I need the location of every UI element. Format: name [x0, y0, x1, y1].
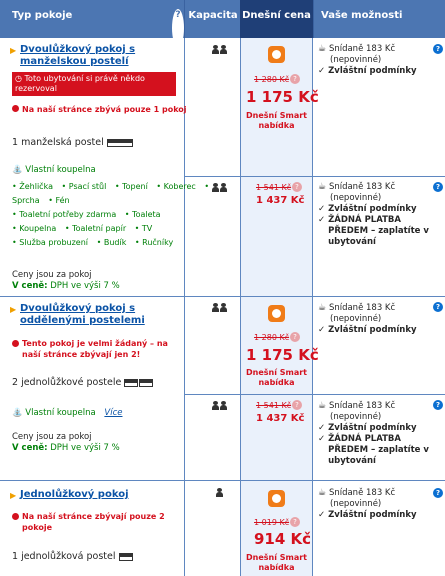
facility-item: • Budík	[96, 238, 127, 247]
bed-info	[12, 377, 153, 388]
booking-badge-text: Toto ubytování si právě někdo rezervoval	[15, 74, 145, 93]
coffee-cup-icon: ☕	[318, 401, 329, 411]
facility-item: • Toaletní papír	[64, 224, 127, 233]
room-name-link[interactable]: Jednolůžkový pokoj	[20, 489, 129, 500]
conditions-link[interactable]: Zvláštní podmínky	[328, 66, 417, 76]
optional-text: (nepovinné)	[330, 55, 382, 65]
vat-value: DPH ve výši 7 %	[50, 281, 120, 291]
smart-deal-icon	[268, 46, 285, 63]
person-icon	[220, 303, 227, 312]
facility-item: • Služba probuzení	[12, 238, 89, 247]
facility-item: • TV	[134, 224, 153, 233]
price-info-icon[interactable]: ?	[290, 74, 300, 84]
table-header	[0, 0, 445, 38]
expand-arrow-icon: ▶	[10, 305, 17, 314]
facility-item: • Koberec	[156, 182, 196, 191]
person-icon	[212, 45, 219, 54]
smart-deal-label: Dnešní Smart nabídka	[245, 368, 307, 387]
smart-deal-label: Dnešní Smart nabídka	[245, 111, 307, 130]
scarcity-text: Tento pokoj je velmi žádaný – na naší stránce zbývají jen 2!	[22, 339, 168, 359]
facility-item: • Ručníky	[134, 238, 174, 247]
scarcity-message	[12, 105, 187, 114]
bathroom-info	[12, 165, 96, 175]
old-price: 1 541 Kč	[256, 401, 292, 410]
price-info-icon[interactable]: ?	[292, 182, 302, 192]
checkmark-icon: ✓	[318, 434, 326, 444]
person-icon	[220, 183, 227, 192]
alert-dot-icon	[12, 513, 19, 520]
clock-icon: ◷	[15, 74, 25, 83]
bed-text: 1 manželská postel	[12, 137, 104, 148]
smart-deal-icon	[268, 490, 285, 507]
breakfast-text: Snídaně 183 Kč	[328, 303, 396, 313]
room-name-link[interactable]: Dvoulůžkový pokoj s manželskou postelí	[20, 44, 136, 67]
help-icon[interactable]: ?	[433, 182, 443, 192]
breakfast-text: Snídaně 183 Kč	[328, 401, 396, 411]
header-capacity: Kapacita	[184, 0, 241, 38]
coffee-cup-icon: ☕	[318, 44, 329, 54]
price-note-text: Ceny jsou za pokoj	[12, 432, 92, 442]
vat-label: V ceně:	[12, 443, 48, 453]
scarcity-message	[12, 338, 177, 360]
current-price: 1 175 Kč	[246, 346, 319, 364]
facility-item: • Fén	[48, 196, 70, 205]
offer-options	[318, 182, 430, 248]
bathroom-text: Vlastní koupelna	[25, 165, 96, 175]
offer-options	[318, 303, 426, 336]
facility-item: • Toaletní potřeby zdarma	[12, 210, 117, 219]
person-icon	[216, 488, 223, 497]
current-price: 914 Kč	[254, 530, 312, 548]
person-icon	[212, 401, 219, 410]
alert-dot-icon	[12, 105, 19, 112]
offer-options	[318, 401, 430, 467]
person-icon	[220, 45, 227, 54]
current-price: 1 175 Kč	[246, 88, 319, 106]
scarcity-text: Na naší stránce zbývá pouze 1 pokoj	[22, 105, 187, 114]
checkmark-icon: ✓	[318, 66, 326, 76]
double-bed-icon	[107, 139, 133, 147]
coffee-cup-icon: ☕	[318, 182, 329, 192]
price-info-icon[interactable]: ?	[292, 400, 302, 410]
offer-options	[318, 44, 426, 77]
bed-info	[12, 551, 133, 562]
optional-text: (nepovinné)	[330, 193, 382, 203]
single-bed-icon	[124, 379, 138, 387]
price-note-text: Ceny jsou za pokoj	[12, 270, 92, 280]
header-price: Dnešní cena	[240, 0, 313, 38]
vat-label: V ceně:	[12, 281, 48, 291]
bed-text: 2 jednolůžkové postele	[12, 377, 122, 388]
alert-dot-icon	[12, 340, 19, 347]
facility-item: • Koupelna	[12, 224, 57, 233]
header-options: Vaše možnosti	[313, 0, 445, 38]
coffee-cup-icon: ☕	[318, 488, 329, 498]
prepay-text: ŽÁDNÁ PLATBA PŘEDEM – zaplatíte v ubytování	[328, 215, 429, 247]
breakfast-text: Snídaně 183 Kč	[328, 182, 396, 192]
old-price: 1 019 Kč	[254, 518, 290, 527]
current-price: 1 437 Kč	[256, 413, 305, 424]
scarcity-message	[12, 511, 177, 533]
help-icon[interactable]: ?	[433, 488, 443, 498]
header-room-type: Typ pokoje	[12, 10, 73, 21]
price-info-icon[interactable]: ?	[290, 332, 300, 342]
help-icon[interactable]: ?	[172, 9, 184, 47]
checkmark-icon: ✓	[318, 325, 326, 335]
conditions-link[interactable]: Zvláštní podmínky	[328, 204, 417, 214]
shower-icon: ⛲	[12, 408, 26, 418]
smart-deal-icon	[268, 305, 285, 322]
conditions-link[interactable]: Zvláštní podmínky	[328, 325, 417, 335]
coffee-cup-icon: ☕	[318, 303, 329, 313]
price-note	[12, 432, 120, 454]
bed-info	[12, 137, 133, 148]
bed-text: 1 jednolůžková postel	[12, 551, 116, 562]
facility-item: • Topení	[114, 182, 148, 191]
single-bed-icon	[139, 379, 153, 387]
checkmark-icon: ✓	[318, 423, 326, 433]
person-icon	[220, 401, 227, 410]
facility-item: • Psací stůl	[61, 182, 107, 191]
breakfast-text: Snídaně 183 Kč	[328, 488, 396, 498]
expand-arrow-icon: ▶	[10, 491, 17, 500]
bathroom-text: Vlastní koupelna	[25, 408, 96, 418]
optional-text: (nepovinné)	[330, 412, 382, 422]
old-price: 1 280 Kč	[254, 75, 290, 84]
checkmark-icon: ✓	[318, 510, 326, 520]
price-note	[12, 270, 120, 292]
single-bed-icon	[119, 553, 133, 561]
facility-item: • Žehlička	[12, 182, 53, 191]
conditions-link[interactable]: Zvláštní podmínky	[328, 510, 417, 520]
checkmark-icon: ✓	[318, 215, 326, 225]
vat-value: DPH ve výši 7 %	[50, 443, 120, 453]
person-icon	[212, 183, 219, 192]
room-name-link[interactable]: Dvoulůžkový pokoj s oddělenými postelemi	[20, 303, 145, 326]
optional-text: (nepovinné)	[330, 499, 382, 509]
current-price: 1 437 Kč	[256, 195, 305, 206]
smart-deal-label: Dnešní Smart nabídka	[245, 553, 307, 572]
old-price: 1 280 Kč	[254, 333, 290, 342]
price-info-icon[interactable]: ?	[290, 517, 300, 527]
facility-item: • Sprcha	[12, 182, 210, 205]
shower-icon: ⛲	[12, 165, 26, 175]
person-icon	[212, 303, 219, 312]
facility-item: • Toaleta	[124, 210, 161, 219]
conditions-link[interactable]: Zvláštní podmínky	[328, 423, 417, 433]
help-icon[interactable]: ?	[433, 302, 443, 312]
prepay-text: ŽÁDNÁ PLATBA PŘEDEM – zaplatíte v ubytování	[328, 434, 429, 466]
scarcity-text: Na naší stránce zbývají pouze 2 pokoje	[22, 512, 165, 532]
checkmark-icon: ✓	[318, 204, 326, 214]
optional-text: (nepovinné)	[330, 314, 382, 324]
help-icon[interactable]: ?	[433, 44, 443, 54]
expand-arrow-icon: ▶	[10, 46, 17, 55]
more-link[interactable]: Více	[104, 408, 123, 418]
bathroom-info	[12, 408, 122, 418]
old-price: 1 541 Kč	[256, 183, 292, 192]
booking-badge	[12, 72, 176, 96]
offer-options	[318, 488, 426, 521]
breakfast-text: Snídaně 183 Kč	[328, 44, 396, 54]
facility-list	[12, 180, 234, 250]
help-icon[interactable]: ?	[433, 400, 443, 410]
